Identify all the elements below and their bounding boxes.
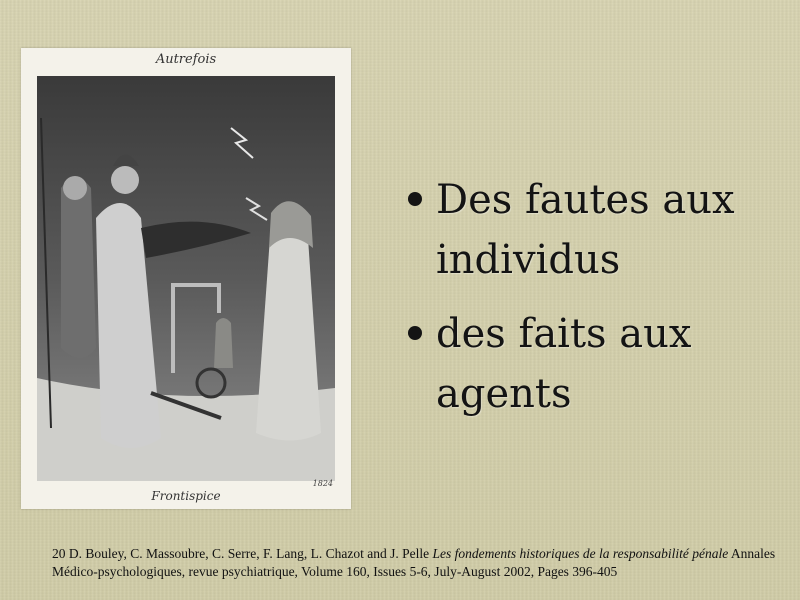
engraving-illustration — [21, 48, 351, 509]
bullet-list — [400, 170, 790, 438]
bullet-text: des faits aux agents — [436, 311, 692, 417]
citation-suffix: Annales Médico-psychologiques, revue psychiatrique, Volume 160, Issues 5-6, July-August 2002, Pages 396-405 — [52, 546, 776, 579]
bullet-dot-icon — [408, 326, 422, 340]
engraving-bottom-caption: Frontispice — [151, 489, 221, 503]
engraving-year: 1824 — [312, 479, 333, 488]
citation-prefix: 20 D. Bouley, C. Massoubre, C. Serre, F. Lang, L. Chazot and J. Pelle — [52, 546, 433, 561]
bullet-dot-icon — [408, 192, 422, 206]
bullet-text: Des fautes aux individus — [436, 177, 735, 283]
bullet-item — [400, 170, 790, 290]
citation-title: Les fondements historiques de la responsabilité pénale — [432, 546, 729, 561]
engraving-frontispiece — [21, 48, 351, 509]
bullet-item — [400, 304, 790, 424]
engraving-top-caption: Autrefois — [155, 52, 217, 67]
citation-footnote — [52, 545, 797, 581]
